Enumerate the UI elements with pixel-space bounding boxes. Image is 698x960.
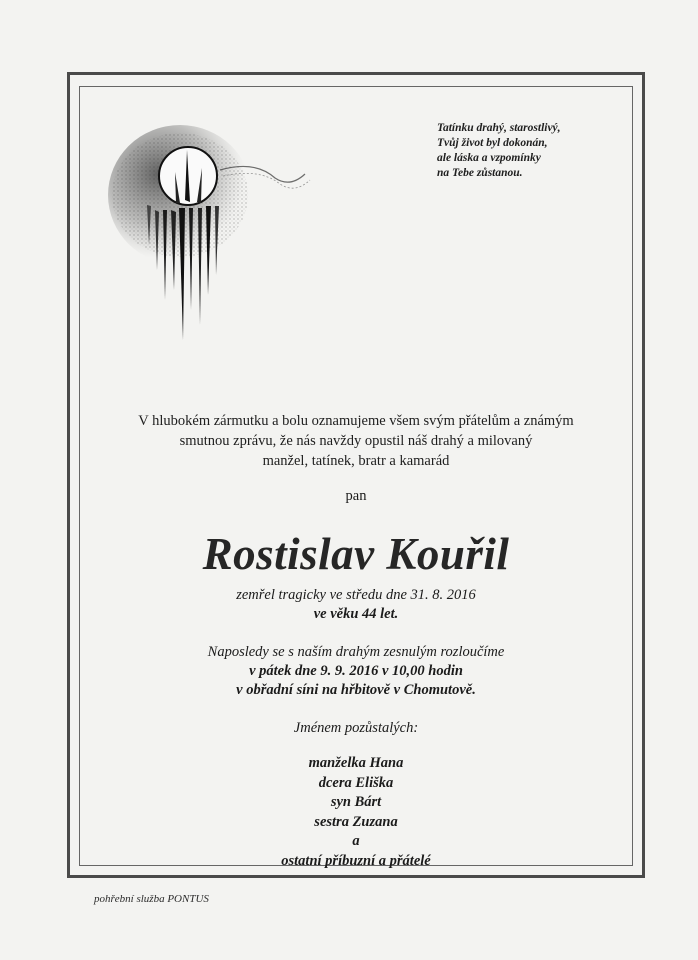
- mourner-item: sestra Zuzana: [314, 813, 398, 830]
- death-date-line: zemřel tragicky ve středu dne 31. 8. 2016: [236, 587, 476, 603]
- motto-line: Tatínku drahý, starostlivý,: [437, 122, 561, 134]
- mourner-item: dcera Eliška: [318, 774, 394, 791]
- announcement-line: manžel, tatínek, bratr a kamarád: [262, 453, 450, 469]
- motto-line: ale láska a vzpomínky: [437, 152, 541, 164]
- mourner-item: syn Bárt: [330, 794, 382, 810]
- age-line: ve věku 44 let.: [313, 606, 399, 622]
- announcement-text: [80, 411, 632, 471]
- deceased-name: Rostislav Kouřil: [202, 529, 510, 579]
- motto-verse: [437, 121, 617, 181]
- announcement-line: smutnou zprávu, že nás navždy opustil náš drahý a milovaný: [179, 433, 533, 449]
- mourners-list: [80, 754, 632, 871]
- funeral-place-line: v obřadní síni na hřbitově v Chomutově.: [236, 682, 476, 698]
- death-info: [80, 586, 632, 624]
- announcement-line: V hlubokém zármutku a bolu oznamujeme všem svým přátelům a známým: [138, 413, 574, 429]
- motto-line: na Tebe zůstanou.: [437, 167, 523, 179]
- mourner-item: ostatní příbuzní a přátelé: [281, 852, 431, 869]
- title-word: pan: [345, 488, 367, 504]
- funeral-date-line: v pátek dne 9. 9. 2016 v 10,00 hodin: [249, 663, 463, 679]
- mourner-item: manželka Hana: [308, 755, 404, 771]
- funeral-service-credit: pohřební služba PONTUS: [94, 893, 209, 905]
- motto-line: Tvůj život byl dokonán,: [437, 137, 548, 149]
- funeral-info: [80, 643, 632, 700]
- moon-reeds-illustration: [105, 110, 320, 345]
- farewell-line: Naposledy se s naším drahým zesnulým rozloučíme: [207, 644, 505, 660]
- mourner-item: a: [352, 833, 360, 849]
- mourners-heading: Jménem pozůstalých:: [293, 720, 419, 736]
